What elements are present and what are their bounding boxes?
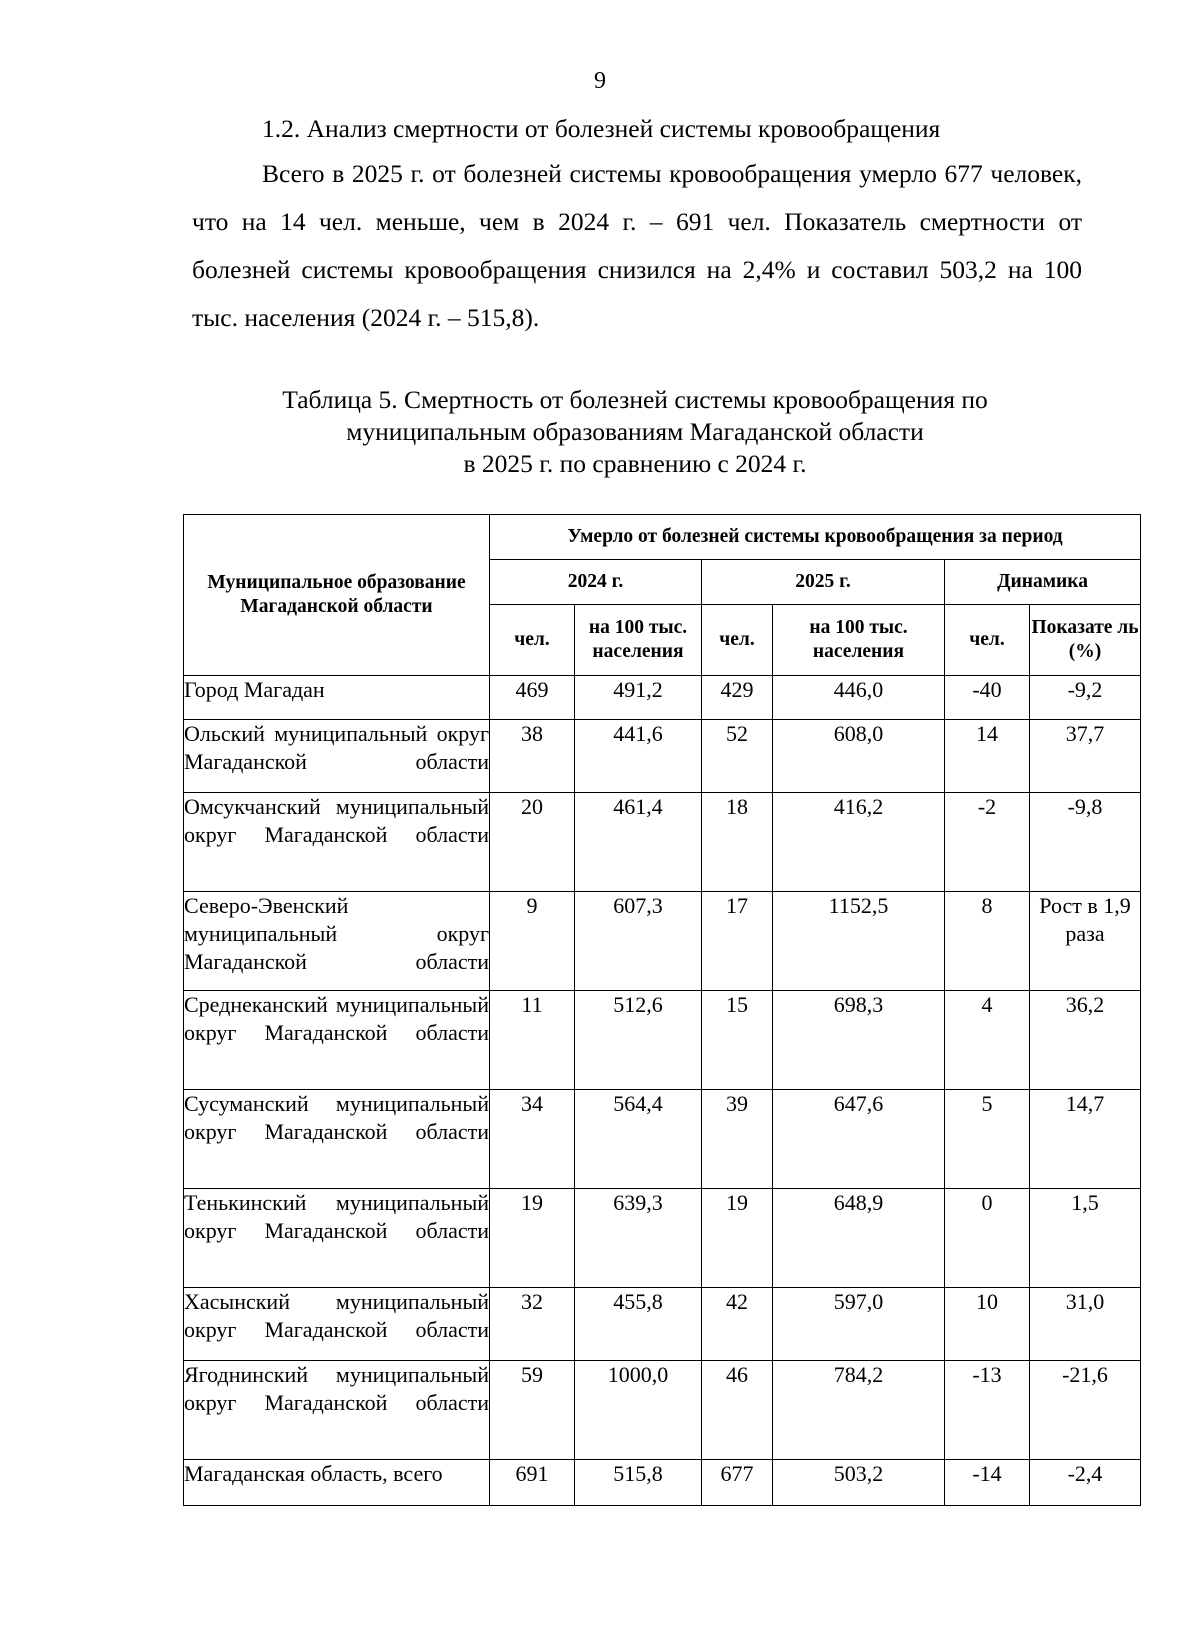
cell-dynamics-persons: -13 xyxy=(945,1361,1030,1460)
cell-rate-2025: 784,2 xyxy=(773,1361,945,1460)
table-row xyxy=(184,1460,1141,1506)
cell-rate-2024: 512,6 xyxy=(575,991,702,1090)
cell-persons-2024: 11 xyxy=(490,991,575,1090)
cell-rate-2024: 564,4 xyxy=(575,1090,702,1189)
cell-dynamics-persons: 10 xyxy=(945,1288,1030,1361)
cell-persons-2025: 39 xyxy=(702,1090,773,1189)
row-name: Тенькинский муниципальный округ Магаданской области xyxy=(184,1189,490,1288)
row-name: Город Магадан xyxy=(184,676,490,720)
header-dynamics: Динамика xyxy=(945,560,1141,605)
cell-dynamics-percent: -9,2 xyxy=(1030,676,1141,720)
header-year-2024: 2024 г. xyxy=(490,560,702,605)
body-paragraph: Всего в 2025 г. от болезней системы кровообращения умерло 677 человек, что на 14 чел. меньше, чем в 2024 г. – 691 чел. Показатель смертности от болезней системы кровообращения снизился на 2,4% и составил 503,2 на 100 тыс. населения (2024 г. – 515,8). xyxy=(192,159,1082,332)
cell-dynamics-persons: -14 xyxy=(945,1460,1030,1506)
table-row xyxy=(184,1361,1141,1460)
cell-dynamics-persons: -2 xyxy=(945,793,1030,892)
cell-rate-2025: 1152,5 xyxy=(773,892,945,991)
cell-dynamics-percent: 1,5 xyxy=(1030,1189,1141,1288)
caption-line-3: в 2025 г. по сравнению с 2024 г. xyxy=(463,449,807,478)
cell-persons-2024: 9 xyxy=(490,892,575,991)
cell-dynamics-percent: 31,0 xyxy=(1030,1288,1141,1361)
cell-dynamics-percent: -2,4 xyxy=(1030,1460,1141,1506)
cell-dynamics-percent: -21,6 xyxy=(1030,1361,1141,1460)
caption-line-2: муниципальным образованиям Магаданской области xyxy=(346,417,924,446)
cell-persons-2025: 42 xyxy=(702,1288,773,1361)
table-row xyxy=(184,1189,1141,1288)
row-name: Ягоднинский муниципальный округ Магаданской области xyxy=(184,1361,490,1460)
cell-dynamics-persons: 0 xyxy=(945,1189,1030,1288)
cell-persons-2024: 19 xyxy=(490,1189,575,1288)
cell-dynamics-percent: 36,2 xyxy=(1030,991,1141,1090)
mortality-table xyxy=(183,514,1141,1506)
header-municipality: Муниципальное образование Магаданской области xyxy=(184,515,490,676)
header-persons-2024: чел. xyxy=(490,605,575,676)
cell-persons-2025: 46 xyxy=(702,1361,773,1460)
cell-persons-2024: 20 xyxy=(490,793,575,892)
cell-rate-2025: 446,0 xyxy=(773,676,945,720)
table-row xyxy=(184,892,1141,991)
row-name: Северо-Эвенский муниципальный округ Магаданской области xyxy=(184,892,490,991)
page-number: 9 xyxy=(594,68,606,94)
cell-dynamics-percent: 37,7 xyxy=(1030,720,1141,793)
table-row xyxy=(184,991,1141,1090)
caption-line-1: Таблица 5. Смертность от болезней системы кровообращения по xyxy=(282,385,988,414)
cell-rate-2024: 491,2 xyxy=(575,676,702,720)
cell-persons-2024: 34 xyxy=(490,1090,575,1189)
cell-rate-2024: 461,4 xyxy=(575,793,702,892)
header-persons-dynamics: чел. xyxy=(945,605,1030,676)
cell-rate-2025: 597,0 xyxy=(773,1288,945,1361)
header-rate-2025: на 100 тыс. населения xyxy=(773,605,945,676)
cell-dynamics-percent: -9,8 xyxy=(1030,793,1141,892)
cell-dynamics-persons: 8 xyxy=(945,892,1030,991)
row-name: Магаданская область, всего xyxy=(184,1460,490,1506)
cell-persons-2025: 19 xyxy=(702,1189,773,1288)
cell-rate-2024: 515,8 xyxy=(575,1460,702,1506)
table-caption xyxy=(190,384,1080,480)
header-year-2025: 2025 г. xyxy=(702,560,945,605)
cell-persons-2025: 429 xyxy=(702,676,773,720)
cell-rate-2024: 1000,0 xyxy=(575,1361,702,1460)
cell-rate-2025: 648,9 xyxy=(773,1189,945,1288)
cell-dynamics-persons: 4 xyxy=(945,991,1030,1090)
header-indicator-percent: Показате ль (%) xyxy=(1030,605,1141,676)
row-name: Омсукчанский муниципальный округ Магаданской области xyxy=(184,793,490,892)
row-name: Ольский муниципальный округ Магаданской области xyxy=(184,720,490,793)
table-row xyxy=(184,1090,1141,1189)
cell-rate-2024: 607,3 xyxy=(575,892,702,991)
table-row xyxy=(184,720,1141,793)
table-row xyxy=(184,793,1141,892)
table-row xyxy=(184,1288,1141,1361)
cell-persons-2025: 18 xyxy=(702,793,773,892)
cell-rate-2025: 416,2 xyxy=(773,793,945,892)
cell-persons-2024: 38 xyxy=(490,720,575,793)
cell-dynamics-percent: Рост в 1,9 раза xyxy=(1030,892,1141,991)
header-period: Умерло от болезней системы кровообращения за период xyxy=(490,515,1141,560)
cell-rate-2025: 647,6 xyxy=(773,1090,945,1189)
row-name: Сусуманский муниципальный округ Магаданской области xyxy=(184,1090,490,1189)
cell-persons-2024: 691 xyxy=(490,1460,575,1506)
cell-persons-2024: 469 xyxy=(490,676,575,720)
cell-persons-2025: 677 xyxy=(702,1460,773,1506)
cell-persons-2025: 17 xyxy=(702,892,773,991)
row-name: Среднеканский муниципальный округ Магаданской области xyxy=(184,991,490,1090)
row-name: Хасынский муниципальный округ Магаданской области xyxy=(184,1288,490,1361)
cell-rate-2024: 639,3 xyxy=(575,1189,702,1288)
cell-dynamics-percent: 14,7 xyxy=(1030,1090,1141,1189)
cell-rate-2024: 455,8 xyxy=(575,1288,702,1361)
cell-dynamics-persons: -40 xyxy=(945,676,1030,720)
table-row xyxy=(184,676,1141,720)
cell-persons-2025: 52 xyxy=(702,720,773,793)
header-rate-2024: на 100 тыс. населения xyxy=(575,605,702,676)
cell-rate-2025: 503,2 xyxy=(773,1460,945,1506)
cell-rate-2024: 441,6 xyxy=(575,720,702,793)
cell-rate-2025: 608,0 xyxy=(773,720,945,793)
cell-dynamics-persons: 14 xyxy=(945,720,1030,793)
section-title: 1.2. Анализ смертности от болезней системы кровообращения xyxy=(262,114,941,143)
cell-persons-2024: 59 xyxy=(490,1361,575,1460)
cell-persons-2024: 32 xyxy=(490,1288,575,1361)
header-persons-2025: чел. xyxy=(702,605,773,676)
cell-dynamics-persons: 5 xyxy=(945,1090,1030,1189)
cell-persons-2025: 15 xyxy=(702,991,773,1090)
cell-rate-2025: 698,3 xyxy=(773,991,945,1090)
